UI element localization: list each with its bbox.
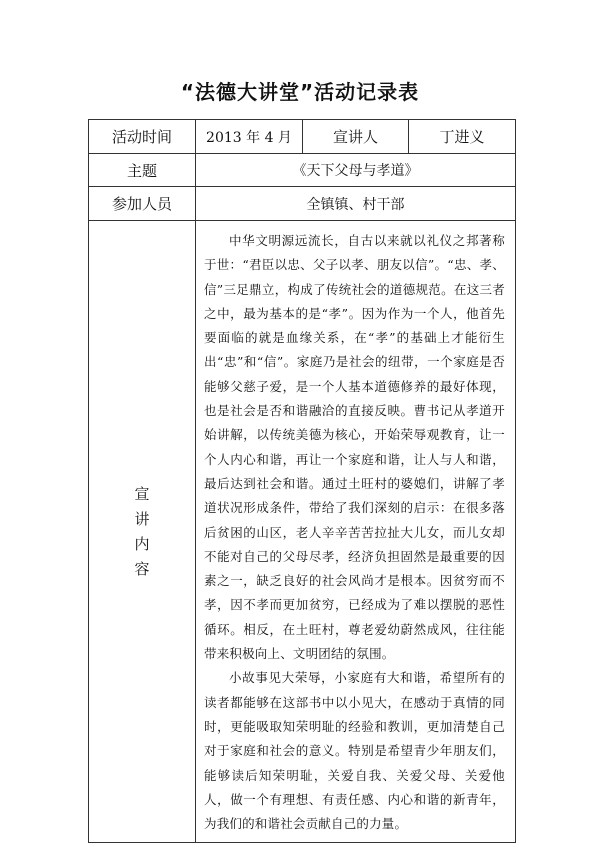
activity-record-table xyxy=(88,119,516,843)
content-label-char: 讲 xyxy=(134,509,150,528)
table-row-topic xyxy=(89,154,516,187)
content-label-char: 内 xyxy=(134,534,150,553)
topic-value: 《天下父母与孝道》 xyxy=(196,154,516,187)
time-label: 活动时间 xyxy=(89,120,196,154)
time-value: 2013 年 4 月 xyxy=(196,120,303,154)
topic-label: 主题 xyxy=(89,154,196,187)
content-label xyxy=(89,221,196,843)
participants-value: 全镇镇、村干部 xyxy=(196,187,516,221)
speaker-label: 宣讲人 xyxy=(303,120,409,154)
content-label-char: 容 xyxy=(134,559,150,578)
content-paragraph: 小故事见大荣辱，小家庭有大和谐，希望所有的读者都能够在这部书中以小见大，在感动于真情的同时，更能吸取知荣明耻的经验和教训，更加清楚自己对于家庭和社会的意义。特别是希望青少年朋友们，能够读后知荣明耻，关爱自我、关爱父母、关爱他人，做一个有理想、有责任感、内心和谐的新青年，为我们的和谐社会贡献自己的力量。 xyxy=(204,670,505,832)
table-row-participants xyxy=(89,187,516,221)
document-title: “法德大讲堂”活动记录表 xyxy=(180,80,420,104)
content-label-char: 宣 xyxy=(134,484,150,503)
table-row-content xyxy=(89,221,516,843)
content-body-cell xyxy=(196,221,516,843)
speaker-value: 丁进义 xyxy=(409,120,516,154)
content-paragraph: 中华文明源远流长，自古以来就以礼仪之邦著称于世：“君臣以忠、父子以孝、朋友以信”。“忠、孝、信”三足鼎立，构成了传统社会的道德规范。在这三者之中，最为基本的是“孝”。因为作为一个人，他首先要面临的就是血缘关系，在“孝”的基础上才能衍生出“忠”和“信”。家庭乃是社会的纽带，一个家庭是否能够父慈子爱，是一个人基本道德修养的最好体现，也是社会是否和谐融洽的直接反映。曹书记从孝道开始讲解，以传统美德为核心，开始荣辱观教育，让一个人内心和谐，再让一个家庭和谐，让人与人和谐，最后达到社会和谐。通过土旺村的婆媳们，讲解了孝道状况形成条件，带给了我们深刻的启示：在很多落后贫困的山区，老人辛辛苦苦拉扯大儿女，而儿女却不能对自己的父母尽孝，经济负担固然是最重要的因素之一，缺乏良好的社会风尚才是根本。因贫穷而不孝，因不孝而更加贫穷，已经成为了难以摆脱的恶性循环。相反，在土旺村，尊老爱幼蔚然成风，往往能带来积极向上、文明团结的氛围。 xyxy=(204,233,505,662)
content-body xyxy=(196,221,515,842)
table-row-time xyxy=(89,120,516,154)
participants-label: 参加人员 xyxy=(89,187,196,221)
